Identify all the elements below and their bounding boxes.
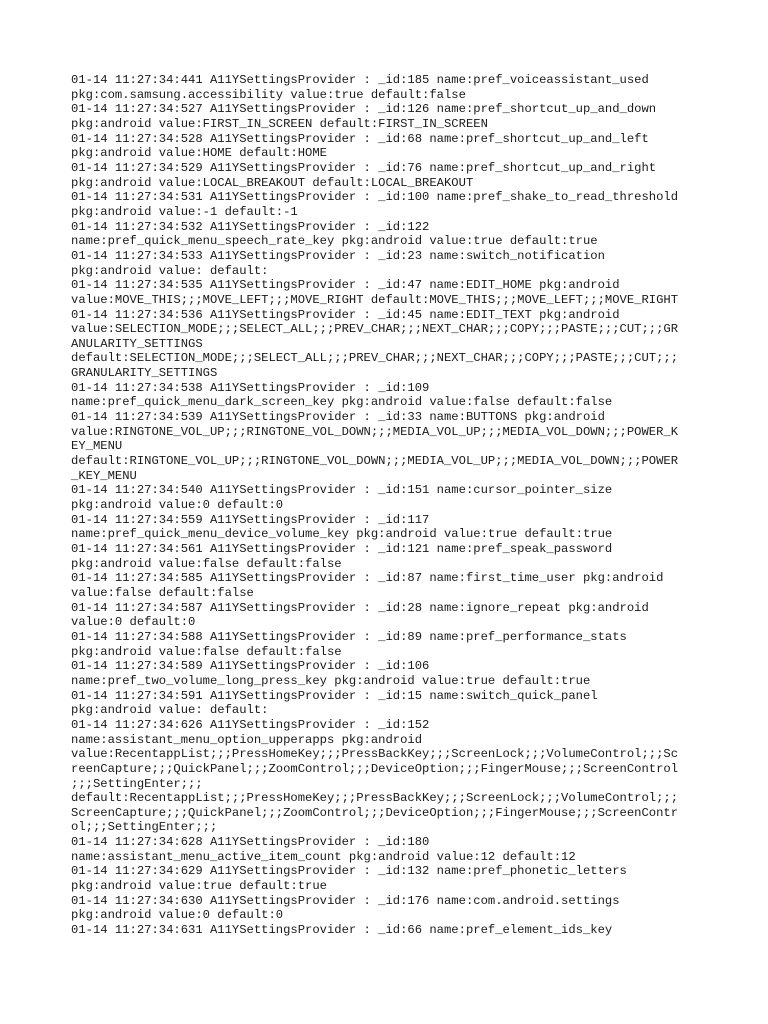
log-line: pkg:android value:FIRST_IN_SCREEN default:FIRST_IN_SCREEN (71, 116, 488, 131)
log-line: 01-14 11:27:34:441 A11YSettingsProvider : _id:185 name:pref_voiceassistant_used (71, 73, 649, 87)
log-line: 01-14 11:27:34:587 A11YSettingsProvider : _id:28 name:ignore_repeat pkg:android (71, 600, 649, 615)
log-line: ol;;;SettingEnter;;; (71, 820, 218, 835)
log-line: default:RINGTONE_VOL_UP;;;RINGTONE_VOL_DOWN;;;MEDIA_VOL_UP;;;MEDIA_VOL_DOWN;;;POWER (71, 454, 679, 469)
log-line: name:assistant_menu_option_upperapps pkg:android (71, 732, 423, 747)
log-document (71, 73, 711, 938)
log-line: pkg:com.samsung.accessibility value:true default:false (71, 87, 466, 102)
log-line: 01-14 11:27:34:538 A11YSettingsProvider : _id:109 (71, 380, 430, 395)
log-line: default:RecentappList;;;PressHomeKey;;;PressBackKey;;;ScreenLock;;;VolumeControl;;; (71, 791, 679, 806)
log-line: 01-14 11:27:34:589 A11YSettingsProvider : _id:106 (71, 659, 430, 674)
log-line: 01-14 11:27:34:532 A11YSettingsProvider : _id:122 (71, 219, 430, 234)
log-line: GRANULARITY_SETTINGS (71, 366, 218, 381)
log-line: ANULARITY_SETTINGS (71, 336, 203, 351)
log-line: 01-14 11:27:34:561 A11YSettingsProvider : _id:121 name:pref_speak_password (71, 542, 613, 556)
log-line: reenCapture;;;QuickPanel;;;ZoomControl;;;DeviceOption;;;FingerMouse;;;ScreenControl (71, 761, 679, 776)
log-line: EY_MENU (71, 439, 123, 454)
log-line: value:false default:false (71, 585, 254, 600)
log-line: 01-14 11:27:34:535 A11YSettingsProvider : _id:47 name:EDIT_HOME pkg:android (71, 278, 620, 293)
log-line: pkg:android value: default: (71, 703, 269, 718)
log-line: value:MOVE_THIS;;;MOVE_LEFT;;;MOVE_RIGHT default:MOVE_THIS;;;MOVE_LEFT;;;MOVE_RIGHT (71, 292, 679, 307)
log-line: name:pref_quick_menu_dark_screen_key pkg:android value:false default:false (71, 395, 613, 410)
log-line: value:RecentappList;;;PressHomeKey;;;PressBackKey;;;ScreenLock;;;VolumeControl;;;Sc (71, 747, 679, 762)
log-line: pkg:android value:0 default:0 (71, 908, 284, 923)
log-line: _KEY_MENU (71, 468, 137, 483)
log-line: 01-14 11:27:34:628 A11YSettingsProvider : _id:180 (71, 835, 430, 850)
log-line: pkg:android value:HOME default:HOME (71, 146, 327, 161)
log-line: default:SELECTION_MODE;;;SELECT_ALL;;;PREV_CHAR;;;NEXT_CHAR;;;COPY;;;PASTE;;;CUT;;; (71, 351, 679, 366)
log-line: 01-14 11:27:34:527 A11YSettingsProvider : _id:126 name:pref_shortcut_up_and_down (71, 102, 657, 117)
log-line: pkg:android value: default: (71, 263, 269, 278)
log-line: value:RINGTONE_VOL_UP;;;RINGTONE_VOL_DOWN;;;MEDIA_VOL_UP;;;MEDIA_VOL_DOWN;;;POWER_K (71, 424, 679, 439)
log-line: 01-14 11:27:34:626 A11YSettingsProvider : _id:152 (71, 717, 430, 732)
log-line: name:assistant_menu_active_item_count pkg:android value:12 default:12 (71, 849, 576, 864)
log-line: name:pref_two_volume_long_press_key pkg:android value:true default:true (71, 673, 591, 688)
log-line: pkg:android value:false default:false (71, 556, 342, 571)
log-line: ScreenCapture;;;QuickPanel;;;ZoomControl;;;DeviceOption;;;FingerMouse;;;ScreenContr (71, 805, 679, 820)
log-line: value:0 default:0 (71, 615, 196, 630)
log-line: pkg:android value:false default:false (71, 644, 342, 659)
log-line: 01-14 11:27:34:588 A11YSettingsProvider : _id:89 name:pref_performance_stats (71, 629, 627, 644)
log-line: 01-14 11:27:34:540 A11YSettingsProvider : _id:151 name:cursor_pointer_size (71, 483, 613, 498)
log-line: pkg:android value:0 default:0 (71, 498, 284, 513)
log-line: 01-14 11:27:34:631 A11YSettingsProvider : _id:66 name:pref_element_ids_key (71, 923, 613, 938)
log-line: 01-14 11:27:34:591 A11YSettingsProvider : _id:15 name:switch_quick_panel (71, 688, 598, 703)
log-line: 01-14 11:27:34:533 A11YSettingsProvider : _id:23 name:switch_notification (71, 248, 605, 263)
log-line: 01-14 11:27:34:630 A11YSettingsProvider : _id:176 name:com.android.settings (71, 893, 620, 908)
log-line: 01-14 11:27:34:559 A11YSettingsProvider : _id:117 (71, 512, 430, 527)
log-line: 01-14 11:27:34:529 A11YSettingsProvider : _id:76 name:pref_shortcut_up_and_right (71, 160, 657, 175)
log-line: 01-14 11:27:34:536 A11YSettingsProvider : _id:45 name:EDIT_TEXT pkg:android (71, 307, 620, 322)
log-line: 01-14 11:27:34:531 A11YSettingsProvider : _id:100 name:pref_shake_to_read_threshold (71, 190, 679, 205)
log-line: pkg:android value:true default:true (71, 879, 327, 894)
log-line: name:pref_quick_menu_device_volume_key pkg:android value:true default:true (71, 527, 613, 542)
log-line: 01-14 11:27:34:539 A11YSettingsProvider : _id:33 name:BUTTONS pkg:android (71, 410, 605, 425)
log-line: ;;;SettingEnter;;; (71, 776, 203, 791)
log-line: pkg:android value:LOCAL_BREAKOUT default:LOCAL_BREAKOUT (71, 175, 474, 190)
log-line: value:SELECTION_MODE;;;SELECT_ALL;;;PREV_CHAR;;;NEXT_CHAR;;;COPY;;;PASTE;;;CUT;;;GR (71, 322, 679, 337)
log-line: 01-14 11:27:34:585 A11YSettingsProvider : _id:87 name:first_time_user pkg:android (71, 571, 664, 586)
log-line: 01-14 11:27:34:528 A11YSettingsProvider : _id:68 name:pref_shortcut_up_and_left (71, 131, 649, 146)
log-line: 01-14 11:27:34:629 A11YSettingsProvider : _id:132 name:pref_phonetic_letters (71, 864, 627, 879)
log-line: name:pref_quick_menu_speech_rate_key pkg:android value:true default:true (71, 234, 598, 249)
log-line: pkg:android value:-1 default:-1 (71, 204, 298, 219)
